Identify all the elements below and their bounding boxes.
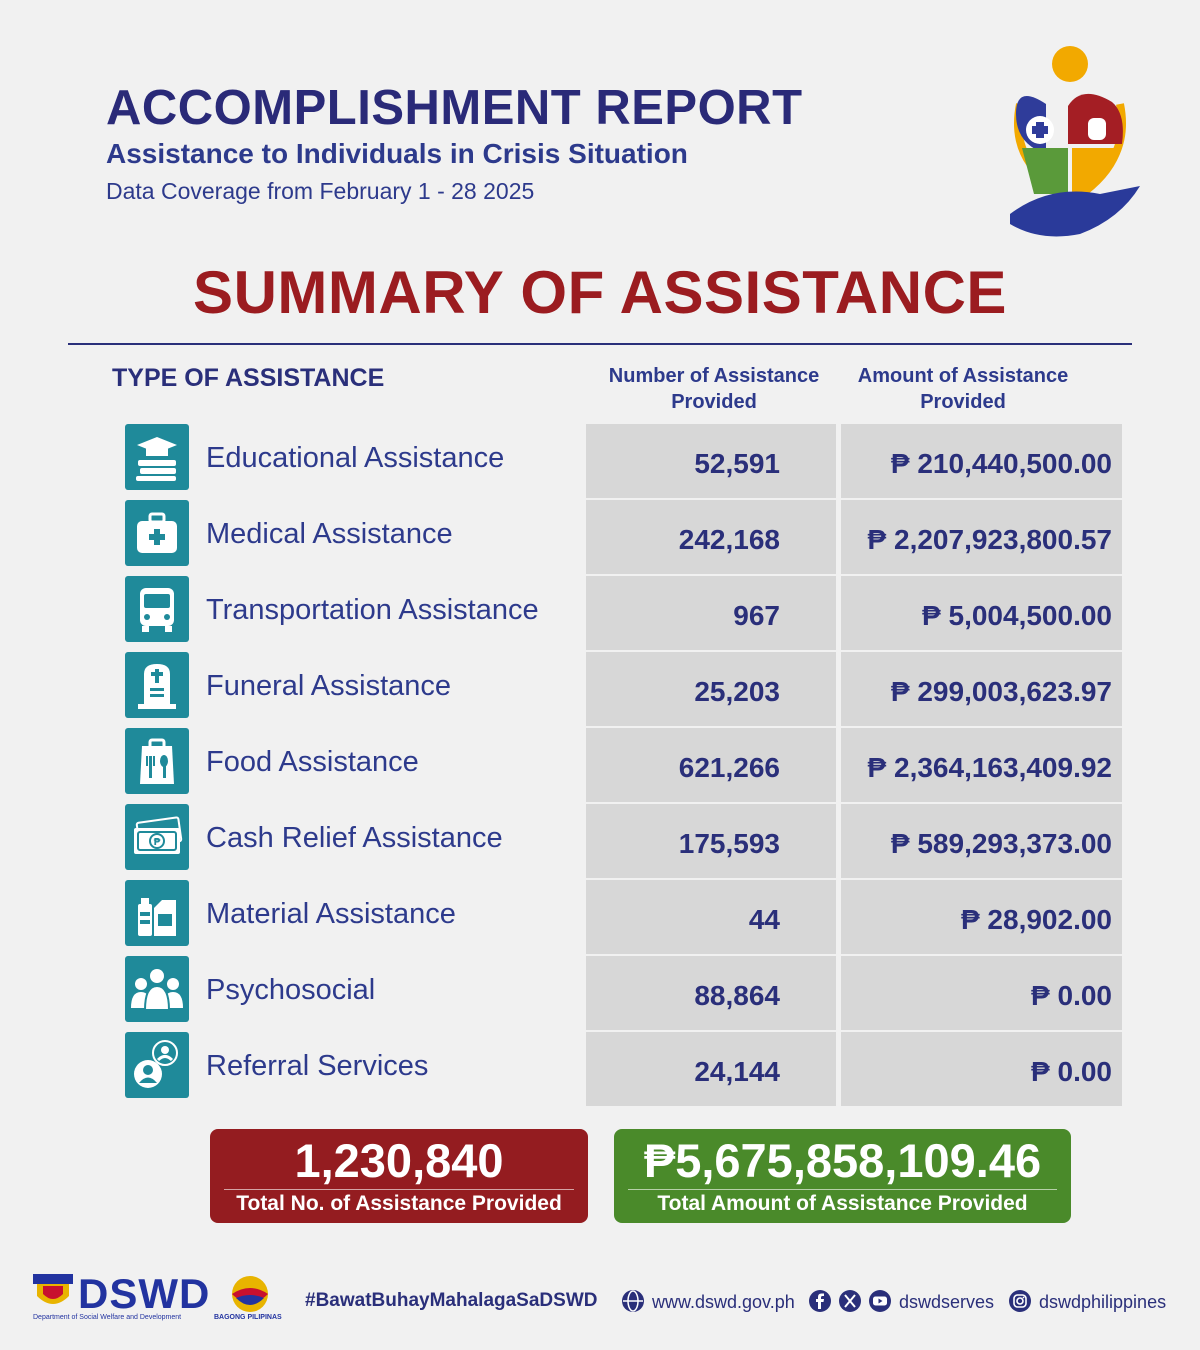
report-header <box>106 80 803 205</box>
facebook-icon[interactable] <box>808 1289 832 1313</box>
assistance-table <box>0 424 1200 1108</box>
assistance-amount: ₱ 0.00 <box>841 956 1122 1030</box>
cash-stack-icon <box>125 804 189 870</box>
report-subtitle: Assistance to Individuals in Crisis Situation <box>106 138 688 169</box>
table-row <box>0 956 1200 1032</box>
assistance-type-label: Transportation Assistance <box>206 594 539 626</box>
table-row <box>0 424 1200 500</box>
table-row <box>0 880 1200 956</box>
dswd-wordmark: DSWD <box>78 1270 211 1317</box>
assistance-count: 88,864 <box>586 956 836 1030</box>
aics-logo-icon <box>990 44 1146 244</box>
assistance-count: 44 <box>586 880 836 954</box>
bus-icon <box>125 576 189 642</box>
assistance-amount: ₱ 28,902.00 <box>841 880 1122 954</box>
total-amount-label: Total Amount of Assistance Provided <box>657 1192 1028 1215</box>
assistance-amount: ₱ 2,364,163,409.92 <box>841 728 1122 802</box>
hashtag: #BawatBuhayMahalagaSaDSWD <box>305 1290 598 1311</box>
tombstone-cross-icon <box>125 652 189 718</box>
assistance-amount: ₱ 0.00 <box>841 1032 1122 1106</box>
data-coverage: Data Coverage from February 1 - 28 2025 <box>106 178 535 204</box>
dswd-full-name: Department of Social Welfare and Development <box>33 1314 182 1321</box>
bagong-pilipinas-logo-icon <box>220 1272 280 1316</box>
report-title: ACCOMPLISHMENT REPORT <box>106 81 803 135</box>
person-referral-icon <box>125 1032 189 1098</box>
youtube-icon[interactable] <box>868 1289 892 1313</box>
assistance-type-label: Material Assistance <box>206 898 456 930</box>
column-header-amount: Amount of Assistance Provided <box>857 365 1069 413</box>
assistance-amount: ₱ 5,004,500.00 <box>841 576 1122 650</box>
instagram-handle[interactable]: dswdphilippines <box>1039 1292 1167 1312</box>
footer <box>0 1270 1200 1330</box>
divider <box>628 1189 1057 1190</box>
table-row <box>0 500 1200 576</box>
supplies-bottle-box-icon <box>125 880 189 946</box>
graduation-cap-books-icon <box>125 424 189 490</box>
website-link[interactable]: www.dswd.gov.ph <box>652 1292 795 1312</box>
bagong-pilipinas-label: BAGONG PILIPINAS <box>214 1314 282 1321</box>
assistance-type-label: Educational Assistance <box>206 442 505 474</box>
assistance-count: 175,593 <box>586 804 836 878</box>
assistance-amount: ₱ 210,440,500.00 <box>841 424 1122 498</box>
people-group-icon <box>125 956 189 1022</box>
total-amount-value: ₱5,675,858,109.46 <box>643 1134 1042 1187</box>
food-bag-utensils-icon <box>125 728 189 794</box>
assistance-type-label: Referral Services <box>206 1050 429 1082</box>
assistance-type-label: Medical Assistance <box>206 518 453 550</box>
column-header-type: TYPE OF ASSISTANCE <box>112 364 385 392</box>
assistance-count: 52,591 <box>586 424 836 498</box>
social-handle[interactable]: dswdserves <box>899 1292 995 1312</box>
assistance-type-label: Psychosocial <box>206 974 376 1006</box>
table-row <box>0 1032 1200 1108</box>
assistance-count: 967 <box>586 576 836 650</box>
instagram-icon[interactable] <box>1008 1289 1032 1313</box>
divider <box>68 343 1132 345</box>
dswd-emblem-icon <box>33 1274 73 1312</box>
assistance-count: 25,203 <box>586 652 836 726</box>
svg-text:₱: ₱ <box>153 837 161 848</box>
assistance-type-label: Food Assistance <box>206 746 419 778</box>
total-count-box <box>210 1129 588 1223</box>
assistance-type-label: Cash Relief Assistance <box>206 822 503 854</box>
assistance-count: 242,168 <box>586 500 836 574</box>
total-count-value: 1,230,840 <box>294 1134 504 1187</box>
column-header-number: Number of Assistance Provided <box>608 365 820 413</box>
table-row <box>0 728 1200 804</box>
divider <box>224 1189 574 1190</box>
assistance-amount: ₱ 299,003,623.97 <box>841 652 1122 726</box>
summary-title: SUMMARY OF ASSISTANCE <box>193 259 1007 326</box>
globe-icon <box>621 1289 645 1313</box>
total-count-label: Total No. of Assistance Provided <box>236 1192 562 1215</box>
x-icon[interactable] <box>838 1289 862 1313</box>
medical-kit-icon <box>125 500 189 566</box>
total-amount-box <box>614 1129 1071 1223</box>
assistance-type-label: Funeral Assistance <box>206 670 452 702</box>
table-row <box>0 652 1200 728</box>
assistance-count: 621,266 <box>586 728 836 802</box>
assistance-amount: ₱ 2,207,923,800.57 <box>841 500 1122 574</box>
table-row <box>0 804 1200 880</box>
assistance-amount: ₱ 589,293,373.00 <box>841 804 1122 878</box>
assistance-count: 24,144 <box>586 1032 836 1106</box>
table-row <box>0 576 1200 652</box>
